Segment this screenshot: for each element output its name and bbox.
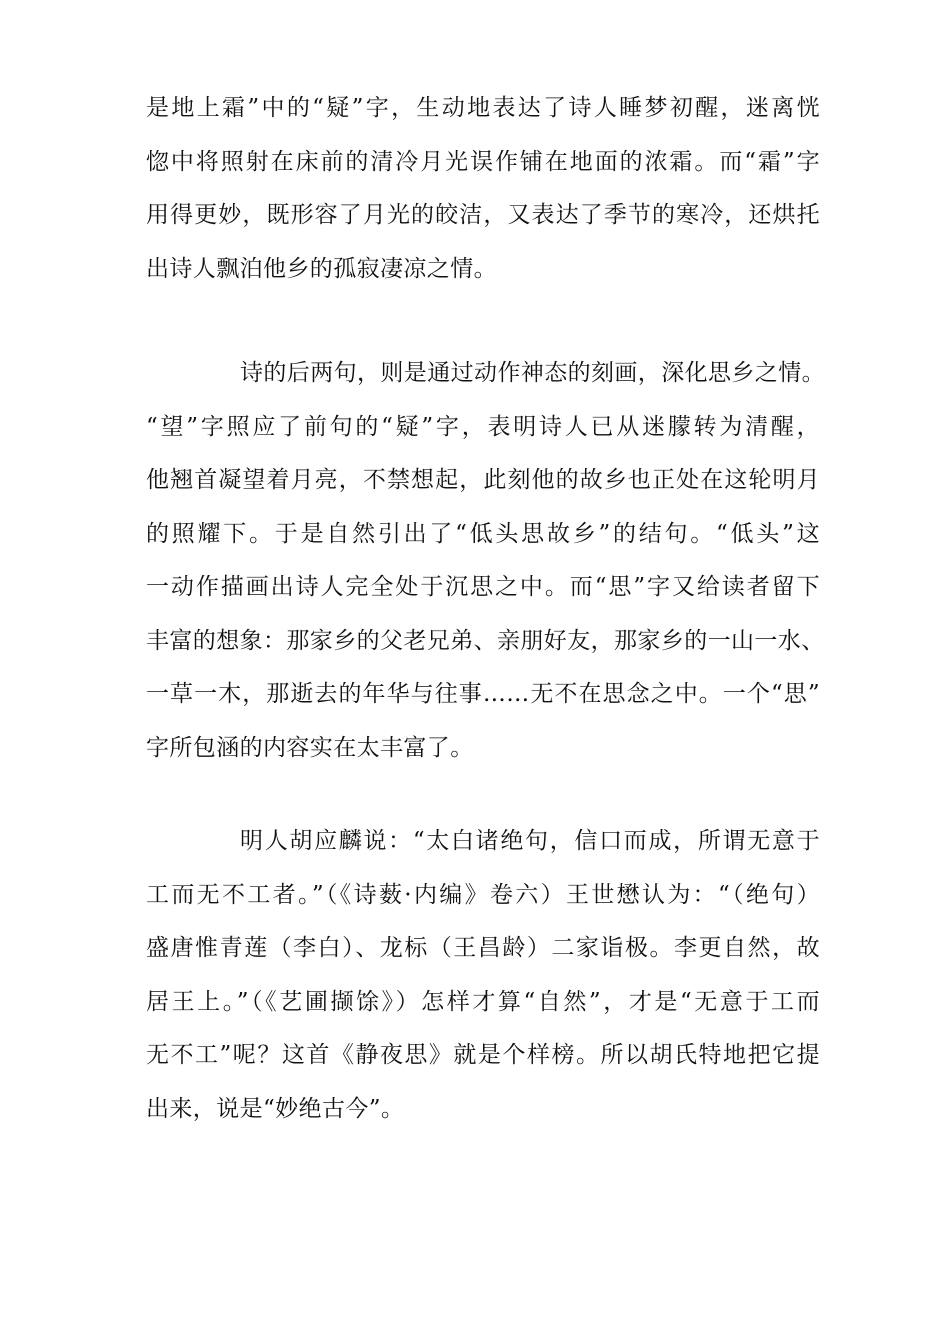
paragraph-2	[146, 347, 825, 775]
paragraph-line: 丰富的想象：那家乡的父老兄弟、亲朋好友，那家乡的一山一水、	[146, 627, 825, 654]
paragraph-line: 居王上。”（《艺圃撷馀》）怎样才算“自然”，才是“无意于工而	[146, 988, 820, 1015]
paragraph-line: 盛唐惟青莲（李白）、龙标（王昌龄）二家诣极。李更自然，故	[146, 935, 820, 961]
paragraph-line: 他翘首凝望着月亮，不禁想起，此刻他的故乡也正处在这轮明月	[146, 467, 820, 493]
paragraph-line: 工而无不工者。”（《诗薮·内编》卷六）王世懋认为：“（绝句）	[146, 881, 820, 908]
paragraph-line: 一草一木，那逝去的年华与往事……无不在思念之中。一个“思”	[146, 681, 820, 707]
paragraph-line: 字所包涵的内容实在太丰富了。	[146, 734, 474, 761]
paragraph-3	[146, 815, 820, 1136]
paragraph-line: 惚中将照射在床前的清冷月光误作铺在地面的浓霜。而“霜”字	[146, 148, 820, 175]
paragraph-line: 的照耀下。于是自然引出了“低头思故乡”的结句。“低头”这	[146, 520, 820, 547]
paragraph-line: 用得更妙，既形容了月光的皎洁，又表达了季节的寒冷，还烘托	[146, 202, 820, 228]
paragraph-line: 无不工”呢？这首《静夜思》就是个样榜。所以胡氏特地把它提	[146, 1042, 820, 1068]
paragraph-line: 出来，说是“妙绝古今”。	[146, 1095, 405, 1122]
paragraph-1	[146, 82, 820, 296]
paragraph-line: 出诗人飘泊他乡的孤寂凄凉之情。	[146, 255, 497, 282]
paragraph-line: 诗的后两句，则是通过动作神态的刻画，深化思乡之情。	[240, 360, 825, 386]
paragraph-line: 一动作描画出诗人完全处于沉思之中。而“思”字又给读者留下	[146, 574, 820, 600]
paragraph-line: 是地上霜”中的“疑”字，生动地表达了诗人睡梦初醒，迷离恍	[146, 95, 820, 121]
paragraph-line: 明人胡应麟说：“太白诸绝句，信口而成，所谓无意于	[240, 828, 820, 854]
paragraph-line: “望”字照应了前句的“疑”字，表明诗人已从迷朦转为清醒，	[146, 413, 820, 440]
